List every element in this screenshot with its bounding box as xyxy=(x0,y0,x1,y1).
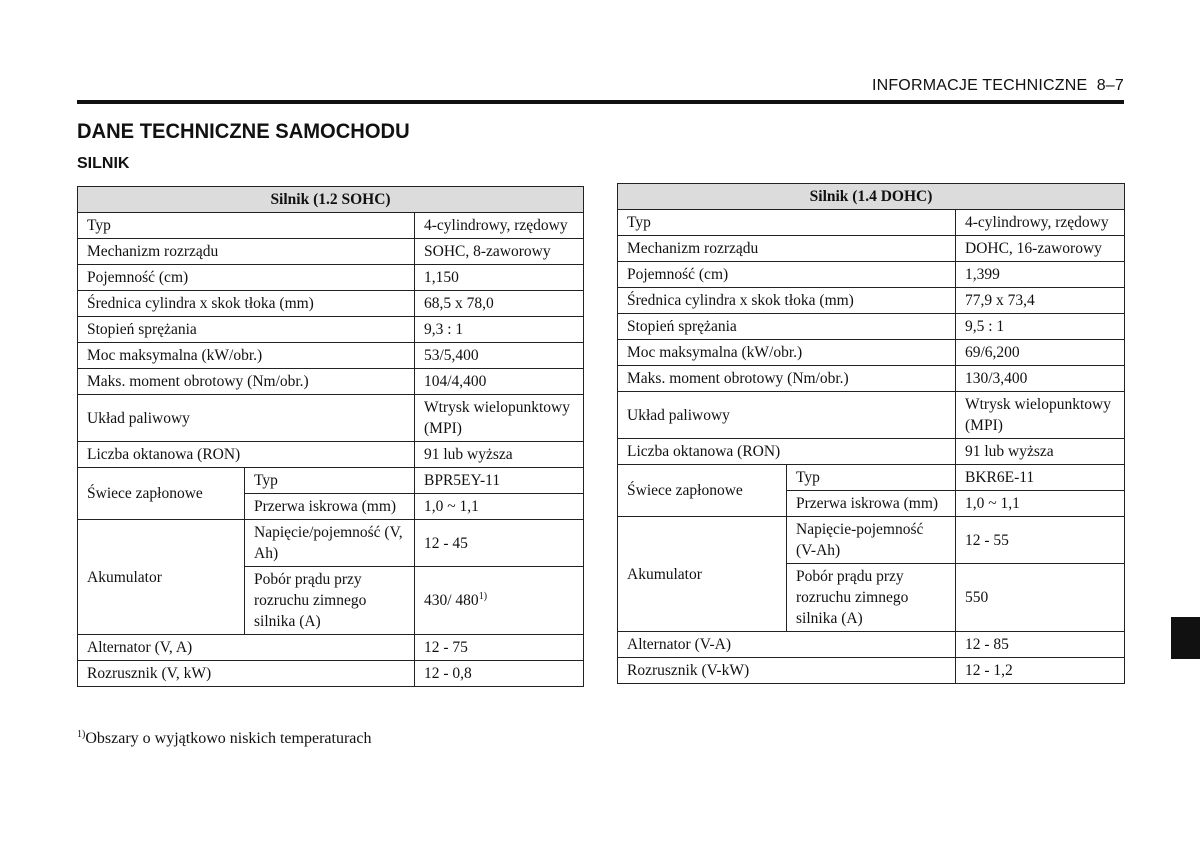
spark-plug-label: Świece zapłonowe xyxy=(78,468,245,520)
battery-cranking-value: 550 xyxy=(956,564,1125,632)
table-row xyxy=(618,210,1125,236)
table-row xyxy=(78,343,584,369)
battery-voltage-label: Napięcie-pojemność (V-Ah) xyxy=(787,517,956,564)
spark-type-label: Typ xyxy=(787,465,956,491)
row-value: DOHC, 16-zaworowy xyxy=(956,236,1125,262)
row-label: Typ xyxy=(78,213,415,239)
section-subtitle: SILNIK xyxy=(77,155,130,172)
table-row xyxy=(618,288,1125,314)
table-row xyxy=(618,517,1125,564)
row-value: 12 - 1,2 xyxy=(956,658,1125,684)
table-heading-row xyxy=(78,187,584,213)
table-row xyxy=(618,236,1125,262)
header-section: INFORMACJE TECHNICZNE xyxy=(871,77,1088,94)
table-row xyxy=(618,658,1125,684)
row-label: Mechanizm rozrządu xyxy=(78,239,415,265)
table-row xyxy=(78,369,584,395)
row-value: SOHC, 8-zaworowy xyxy=(415,239,584,265)
spec-table-1-4-dohc xyxy=(617,183,1125,684)
row-label: Stopień sprężania xyxy=(78,317,415,343)
footnote-text: Obszary o wyjątkowo niskich temperaturach xyxy=(85,730,372,747)
row-value: 69/6,200 xyxy=(956,340,1125,366)
table-heading: Silnik (1.4 DOHC) xyxy=(618,184,1125,210)
table-row xyxy=(78,265,584,291)
row-label: Alternator (V, A) xyxy=(78,635,415,661)
table-row xyxy=(78,442,584,468)
row-value: 91 lub wyższa xyxy=(956,439,1125,465)
row-value: 9,5 : 1 xyxy=(956,314,1125,340)
table-heading-row xyxy=(618,184,1125,210)
table-heading: Silnik (1.2 SOHC) xyxy=(78,187,584,213)
spark-gap-value: 1,0 ~ 1,1 xyxy=(956,491,1125,517)
row-value: 1,399 xyxy=(956,262,1125,288)
battery-cranking-cell xyxy=(415,567,584,635)
table-row xyxy=(618,632,1125,658)
row-label: Moc maksymalna (kW/obr.) xyxy=(78,343,415,369)
row-value: 53/5,400 xyxy=(415,343,584,369)
row-value: 4-cylindrowy, rzędowy xyxy=(415,213,584,239)
row-label: Rozrusznik (V, kW) xyxy=(78,661,415,687)
row-value: 91 lub wyższa xyxy=(415,442,584,468)
battery-label: Akumulator xyxy=(618,517,787,632)
row-value: 68,5 x 78,0 xyxy=(415,291,584,317)
table-row xyxy=(618,314,1125,340)
footnote-marker: 1) xyxy=(77,729,86,740)
row-label: Liczba oktanowa (RON) xyxy=(618,439,956,465)
row-value: 130/3,400 xyxy=(956,366,1125,392)
battery-cranking-label: Pobór prądu przy rozruchu zimnego silnika (A) xyxy=(787,564,956,632)
battery-label: Akumulator xyxy=(78,520,245,635)
spark-plug-label: Świece zapłonowe xyxy=(618,465,787,517)
row-label: Moc maksymalna (kW/obr.) xyxy=(618,340,956,366)
row-value: 12 - 85 xyxy=(956,632,1125,658)
row-label: Typ xyxy=(618,210,956,236)
row-label: Układ paliwowy xyxy=(78,395,415,442)
row-label: Alternator (V-A) xyxy=(618,632,956,658)
table-row xyxy=(78,661,584,687)
spark-gap-label: Przerwa iskrowa (mm) xyxy=(787,491,956,517)
spark-type-label: Typ xyxy=(245,468,415,494)
row-label: Stopień sprężania xyxy=(618,314,956,340)
table-row xyxy=(78,635,584,661)
row-value: Wtrysk wielopunktowy (MPI) xyxy=(415,395,584,442)
footnote-ref: 1) xyxy=(478,591,488,602)
spark-gap-value: 1,0 ~ 1,1 xyxy=(415,494,584,520)
table-row xyxy=(78,291,584,317)
row-value: Wtrysk wielopunktowy (MPI) xyxy=(956,392,1125,439)
battery-voltage-value: 12 - 45 xyxy=(415,520,584,567)
row-value: 12 - 75 xyxy=(415,635,584,661)
table-row xyxy=(78,520,584,567)
row-label: Pojemność (cm) xyxy=(78,265,415,291)
battery-voltage-value: 12 - 55 xyxy=(956,517,1125,564)
table-row xyxy=(618,262,1125,288)
row-label: Układ paliwowy xyxy=(618,392,956,439)
table-row xyxy=(618,392,1125,439)
row-value: 4-cylindrowy, rzędowy xyxy=(956,210,1125,236)
row-label: Średnica cylindra x skok tłoka (mm) xyxy=(618,288,956,314)
table-row xyxy=(618,465,1125,491)
page-title: DANE TECHNICZNE SAMOCHODU xyxy=(77,120,410,143)
chapter-tab-marker xyxy=(1171,617,1200,659)
spark-gap-label: Przerwa iskrowa (mm) xyxy=(245,494,415,520)
spark-type-value: BKR6E-11 xyxy=(956,465,1125,491)
spark-type-value: BPR5EY-11 xyxy=(415,468,584,494)
table-row xyxy=(78,213,584,239)
row-label: Średnica cylindra x skok tłoka (mm) xyxy=(78,291,415,317)
battery-voltage-label: Napięcie/pojemność (V, Ah) xyxy=(245,520,415,567)
row-label: Maks. moment obrotowy (Nm/obr.) xyxy=(78,369,415,395)
running-header xyxy=(872,77,1124,95)
table-row xyxy=(78,317,584,343)
row-label: Maks. moment obrotowy (Nm/obr.) xyxy=(618,366,956,392)
table-row xyxy=(78,239,584,265)
battery-cranking-value: 430/ 480 xyxy=(424,592,479,609)
row-value: 104/4,400 xyxy=(415,369,584,395)
battery-cranking-label: Pobór prądu przy rozruchu zimnego silnika (A) xyxy=(245,567,415,635)
row-label: Pojemność (cm) xyxy=(618,262,956,288)
row-value: 12 - 0,8 xyxy=(415,661,584,687)
table-row xyxy=(618,439,1125,465)
spec-table-1-2-sohc xyxy=(77,186,584,687)
row-value: 1,150 xyxy=(415,265,584,291)
row-value: 9,3 : 1 xyxy=(415,317,584,343)
row-value: 77,9 x 73,4 xyxy=(956,288,1125,314)
table-row xyxy=(78,395,584,442)
header-rule xyxy=(77,100,1124,104)
page-number: 8–7 xyxy=(1096,77,1124,94)
table-row xyxy=(618,366,1125,392)
row-label: Rozrusznik (V-kW) xyxy=(618,658,956,684)
footnote xyxy=(77,730,371,748)
table-row xyxy=(618,340,1125,366)
row-label: Mechanizm rozrządu xyxy=(618,236,956,262)
row-label: Liczba oktanowa (RON) xyxy=(78,442,415,468)
table-row xyxy=(78,468,584,494)
